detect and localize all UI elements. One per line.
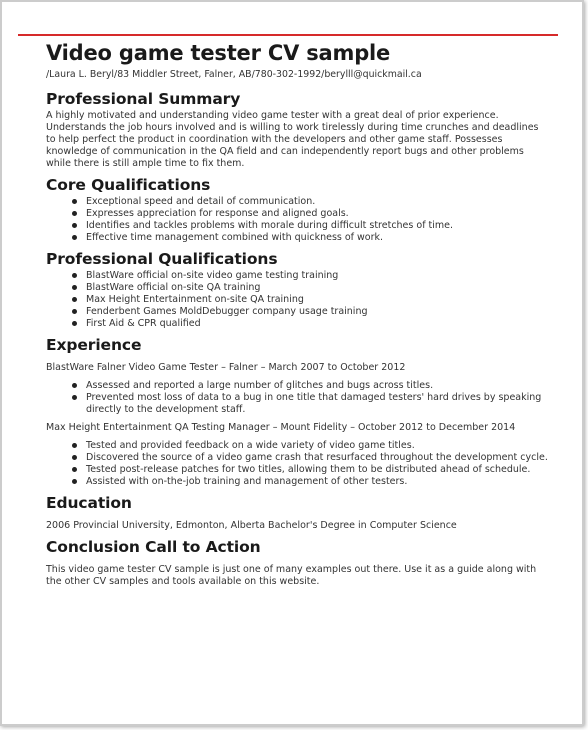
job-title: BlastWare Falner Video Game Tester – Falner – March 2007 to October 2012 — [46, 362, 406, 373]
job-duties-list — [46, 440, 551, 488]
section-heading-conclusion: Conclusion Call to Action — [46, 538, 261, 556]
list-item: BlastWare official on-site QA training — [72, 282, 551, 294]
job-title: Max Height Entertainment QA Testing Manager – Mount Fidelity – October 2012 to December 2014 — [46, 422, 516, 433]
professional-qualifications-list — [46, 270, 551, 330]
section-heading-experience: Experience — [46, 336, 142, 354]
job-entry — [46, 362, 551, 416]
accent-rule — [18, 34, 558, 36]
education-section — [46, 492, 551, 532]
list-item: BlastWare official on-site video game testing training — [72, 270, 551, 282]
job-duties-list — [46, 380, 551, 416]
cv-title: Video game tester CV sample — [46, 41, 391, 65]
list-item: Assisted with on-the-job training and management of other testers. — [72, 476, 551, 488]
summary-text: A highly motivated and understanding video game tester with a great deal of prior experience. Understands the job hours involved and is willing to work tirelessly during time crunches and deadlines to help perfect the product in coordination with the developers and other game staff. Possesses knowledge of communication in the QA field and can independently report bugs and other problems while there is still ample time to fix them. — [46, 110, 539, 169]
list-item: Tested post-release patches for two titles, allowing them to be distributed ahead of schedule. — [72, 464, 551, 476]
list-item: Identifies and tackles problems with morale during difficult stretches of time. — [72, 220, 551, 232]
experience-section — [46, 334, 551, 488]
contact-line: /Laura L. Beryl/83 Middler Street, Falner, AB/780-302-1992/berylll@quickmail.ca — [46, 69, 422, 80]
conclusion-text: This video game tester CV sample is just one of many examples out there. Use it as a guide along with the other CV samples and tools available on this website. — [46, 564, 537, 587]
education-text: 2006 Provincial University, Edmonton, Alberta Bachelor's Degree in Computer Science — [46, 520, 457, 531]
list-item: Fenderbent Games MoldDebugger company usage training — [72, 306, 551, 318]
section-heading-education: Education — [46, 494, 132, 512]
cv-content — [46, 38, 551, 588]
list-item: Expresses appreciation for response and aligned goals. — [72, 208, 551, 220]
list-item: First Aid & CPR qualified — [72, 318, 551, 330]
job-entry — [46, 422, 551, 488]
professional-summary-section — [46, 88, 551, 170]
list-item: Prevented most loss of data to a bug in one title that damaged testers' hard drives by speaking directly to the development staff. — [72, 392, 551, 416]
list-item: Tested and provided feedback on a wide variety of video game titles. — [72, 440, 551, 452]
professional-qualifications-section — [46, 248, 551, 330]
list-item: Exceptional speed and detail of communication. — [72, 196, 551, 208]
list-item: Assessed and reported a large number of glitches and bugs across titles. — [72, 380, 551, 392]
section-heading-core: Core Qualifications — [46, 176, 211, 194]
list-item: Max Height Entertainment on-site QA training — [72, 294, 551, 306]
list-item: Effective time management combined with quickness of work. — [72, 232, 551, 244]
section-heading-professional: Professional Qualifications — [46, 250, 278, 268]
core-qualifications-section — [46, 174, 551, 244]
section-heading-summary: Professional Summary — [46, 90, 241, 108]
conclusion-section — [46, 536, 551, 588]
list-item: Discovered the source of a video game crash that resurfaced throughout the development cycle. — [72, 452, 551, 464]
core-qualifications-list — [46, 196, 551, 244]
